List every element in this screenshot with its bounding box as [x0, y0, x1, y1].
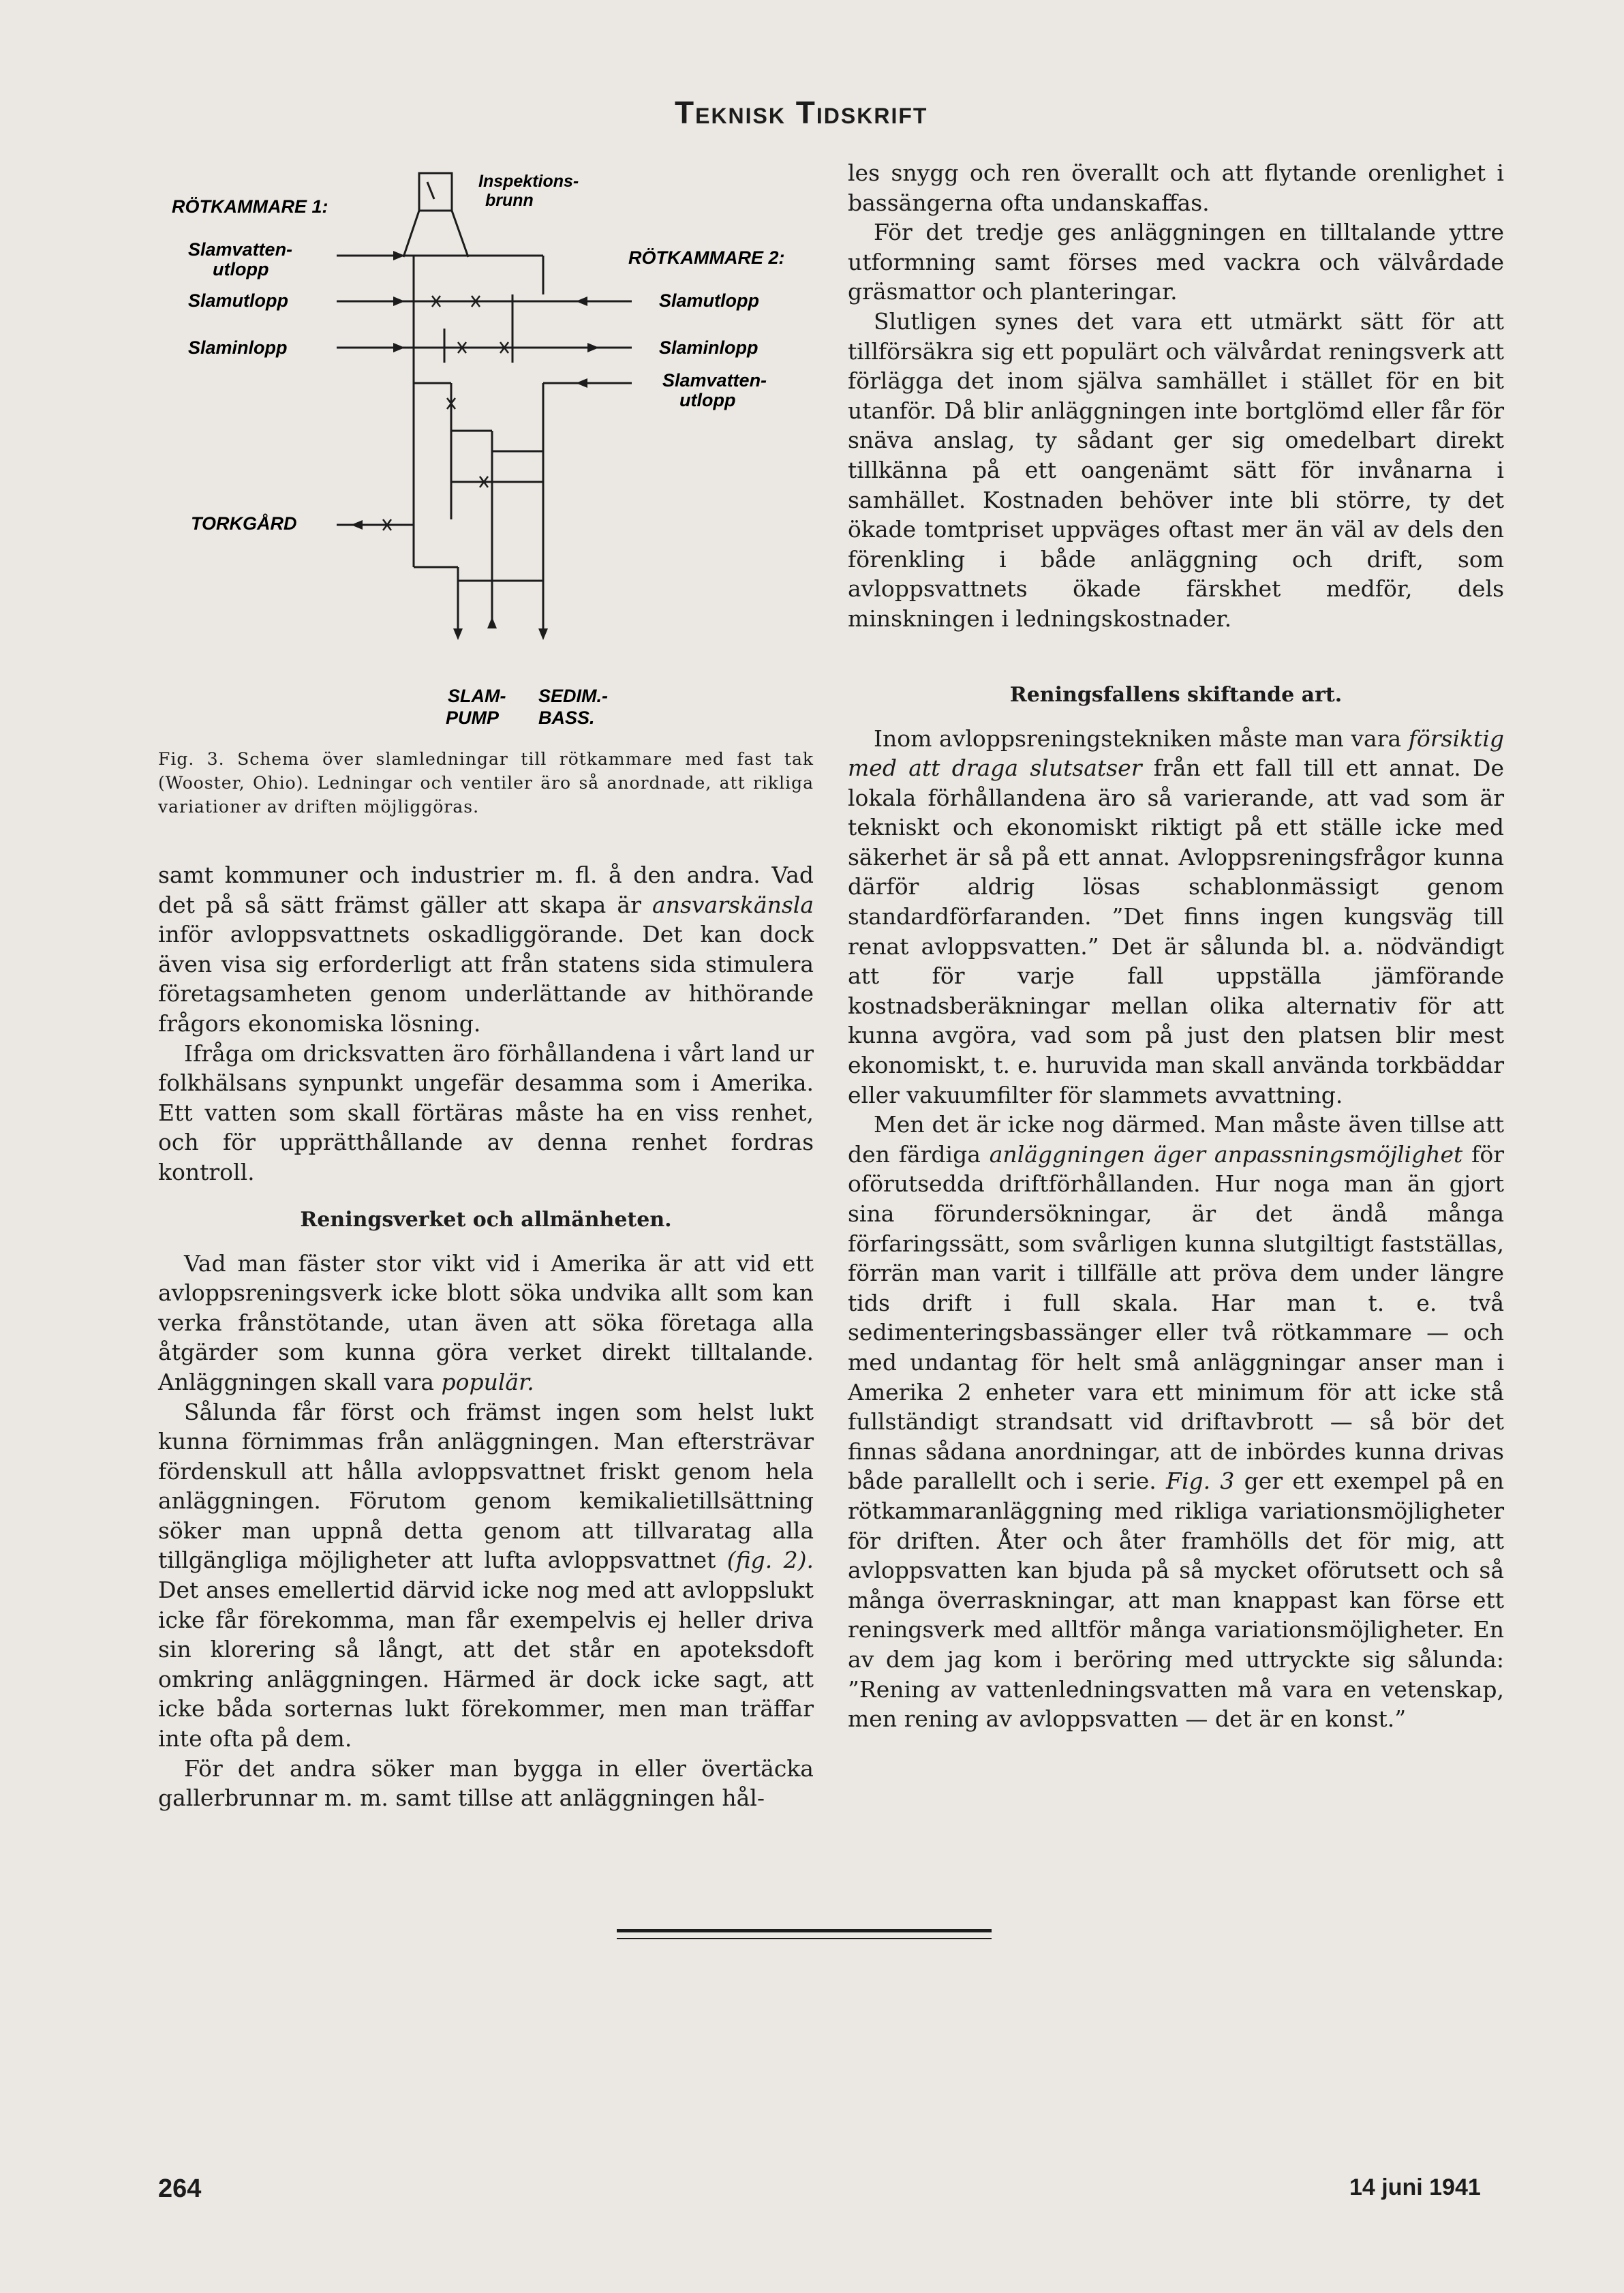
page-number: 264	[158, 2174, 202, 2203]
journal-title: Teknisk Tidskrift	[675, 95, 928, 130]
label-rotkammare-1: RÖTKAMMARE 1:	[172, 196, 328, 217]
label-slam-pump-2: PUMP	[446, 708, 500, 728]
label-slaminlopp-left: Slaminlopp	[188, 337, 288, 358]
issue-date: 14 juni 1941	[1349, 2174, 1481, 2200]
paragraph: Vad man fäster stor vikt vid i Amerika är att vid ett avloppsreningsverk icke blott söka undvika allt som kan verka frånstötande, utan även att söka företaga alla åtgärder som kunna göra verket direkt tilltalande. Anläggningen skall vara populär.	[158, 1249, 814, 1395]
left-column	[158, 860, 814, 1813]
section-heading: Reningsverket och allmänheten.	[300, 1207, 672, 1232]
figure-caption: Fig. 3. Schema över slamledningar till rötkammare med fast tak (Wooster, Ohio). Ledningar och ventiler äro så anordnade, att rikliga variationer av driften möjliggöras.	[158, 749, 814, 817]
sludge-pipe-schematic	[158, 158, 814, 738]
paragraph: För det tredje ges anläggningen en tilltalande yttre utformning samt förses med vackra och välvårdade gräsmattor och planteringar.	[848, 219, 1504, 305]
paragraph: samt kommuner och industrier m. fl. å den andra. Vad det på så sätt främst gäller att skapa är ansvarskänsla inför avloppsvattnets oskadliggörande. Det kan dock även visa sig erforderligt att från statens sida stimulera företagsamheten genom underlättande av hithörande frågors ekonomiska lösning.	[158, 862, 814, 1037]
label-rotkammare-2: RÖTKAMMARE 2:	[628, 247, 785, 268]
label-slaminlopp-right: Slaminlopp	[659, 337, 759, 358]
closing-rule-thin	[617, 1938, 992, 1939]
paragraph: Slutligen synes det vara ett utmärkt sätt för att tillförsäkra sig ett populärt och välvårdat reningsverk att förlägga det inom själva samhället i stället för en bit utanför. Då blir anläggningen inte bortglömd eller får för snäva anslag, ty sådant ger sig omedelbart direkt tillkänna på ett oangenämt sätt för invånarna i samhället. Kostnaden behöver inte bli större, ty det ökade tomtpriset uppväges oftast mer än väl av dels den förenkling i både anläggning och drift, som avloppsvattnets ökade färskhet medför, dels minskningen i ledningskostnader.	[848, 307, 1504, 632]
closing-rule-thick	[617, 1929, 992, 1932]
label-slamvatten-utlopp-left-1: Slamvatten-	[188, 239, 293, 260]
paragraph: Men det är icke nog därmed. Man måste även tillse att den färdiga anläggningen äger anpassningsmöjlighet för oförutsedda driftförhållanden. Hur noga man än gjort sina förundersökningar, är det ändå många förfaringssätt, som svårligen kunna slutgiltigt fastställas, förrän man varit i tillfälle att pröva dem under längre tids drift i full skala. Har man t. e. två sedimenteringsbassänger eller två rötkammare — och med undantag för helt små anläggningar anser man i Amerika 2 enheter vara ett minimum för att icke stå fullständigt strandsatt vid driftavbrott — så bör det finnas sådana anordningar, att de inbördes kunna drivas både parallellt och i serie. Fig. 3 ger ett exempel på en rötkammaranläggning med rikliga variationsmöjligheter för driften. Åter och åter framhölls det för mig, att avloppsvatten kan bjuda på så mycket oförutsett och så många överraskningar, att man knappast kan förse ett reningsverk med alltför många variationsmöjligheter. En av dem jag kom i beröring med uttryckte sig sålunda: ”Rening av vattenledningsvatten må vara en vetenskap, men rening av avloppsvatten — det är en konst.”	[848, 1111, 1504, 1733]
paragraph: Ifråga om dricksvatten äro förhållandena i vårt land ur folkhälsans synpunkt ungefär desamma som i Amerika. Ett vatten som skall förtäras måste ha en viss renhet, och för upprätthållande av denna renhet fordras kontroll.	[158, 1039, 814, 1185]
label-slamvatten-utlopp-right-2: utlopp	[679, 390, 736, 410]
label-slamutlopp-right: Slamutlopp	[659, 290, 759, 311]
right-column	[848, 158, 1504, 1734]
paragraph: För det andra söker man bygga in eller övertäcka gallerbrunnar m. m. samt tillse att anläggningen hål-	[158, 1755, 814, 1812]
label-slamvatten-utlopp-right-1: Slamvatten-	[662, 370, 767, 391]
label-sedim-bass-1: SEDIM.-	[538, 686, 609, 706]
inspection-well-box	[419, 173, 452, 211]
label-inspection-well-2: brunn	[485, 191, 534, 210]
paragraph: Sålunda får först och främst ingen som helst lukt kunna förnimmas från anläggningen. Man eftersträvar fördenskull att hålla avloppsvattnet friskt genom hela anläggningen. Förutom genom kemikalietillsättning söker man uppnå detta genom att tillvaratag alla tillgängliga möjligheter att lufta avloppsvattnet (fig. 2). Det anses emellertid därvid icke nog med att avloppslukt icke får förekomma, man får exempelvis ej heller driva sin klorering så långt, att det står en apoteksdoft omkring anläggningen. Härmed är dock icke sagt, att icke båda sorternas lukt förekommer, men man träffar inte ofta på dem.	[158, 1398, 814, 1752]
paragraph: les snygg och ren överallt och att flytande orenlighet i bassängerna ofta undanskaffas.	[848, 160, 1504, 216]
label-sedim-bass-2: BASS.	[538, 708, 595, 728]
paragraph: Inom avloppsreningstekniken måste man vara försiktig med att draga slutsatser från ett fall till ett annat. De lokala förhållandena äro så varierande, att vad som är tekniskt och ekonomiskt riktigt på ett ställe icke med säkerhet är så på ett annat. Avloppsreningsfrågor kunna därför aldrig lösas schablonmässigt genom standardförfaranden. ”Det finns ingen kungsväg till renat avloppsvatten.” Det är sålunda bl. a. nödvändigt att för varje fall uppställa jämförande kostnadsberäkningar mellan olika alternativ för att kunna avgöra, vad som på just den platsen blir mest ekonomiskt, t. e. huruvida man skall använda torkbäddar eller vakuumfilter för slammets avvattning.	[848, 725, 1504, 1108]
label-torkgard: TORKGÅRD	[191, 513, 297, 534]
section-heading: Reningsfallens skiftande art.	[1009, 682, 1343, 707]
label-inspection-well-1: Inspektions-	[478, 172, 579, 191]
label-slamutlopp-left: Slamutlopp	[188, 290, 288, 311]
label-slamvatten-utlopp-left-2: utlopp	[213, 259, 269, 279]
label-slam-pump-1: SLAM-	[448, 686, 506, 706]
